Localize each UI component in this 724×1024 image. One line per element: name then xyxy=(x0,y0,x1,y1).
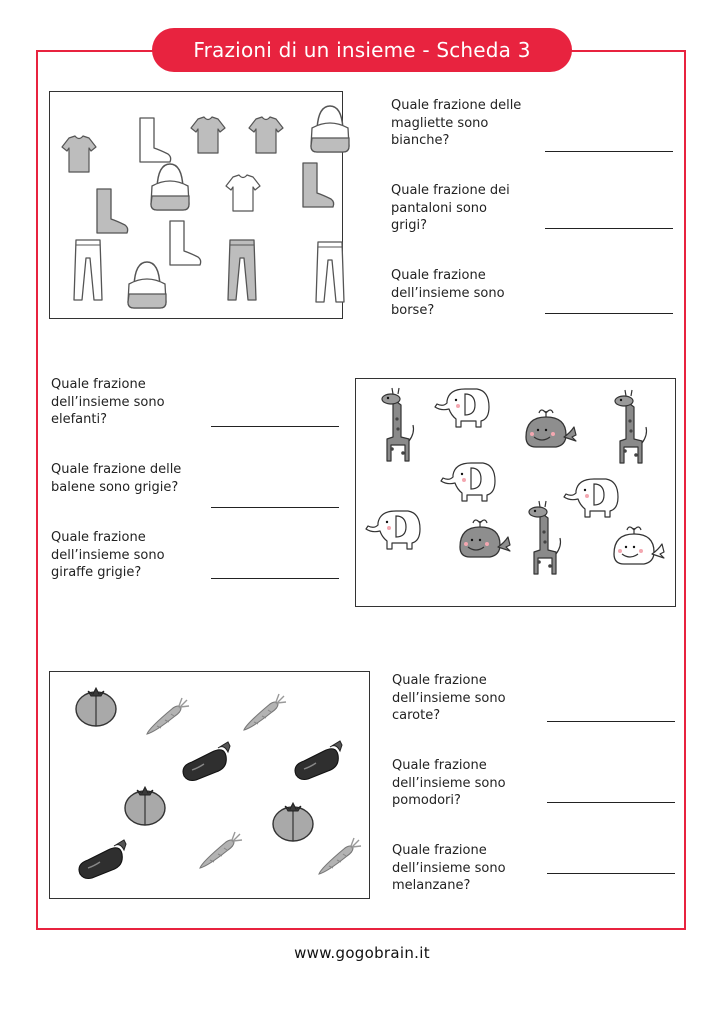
tshirt-white-icon xyxy=(226,175,260,211)
tomato-icon xyxy=(273,803,313,841)
answer-line-handbags[interactable] xyxy=(545,313,673,314)
animals-illustration xyxy=(356,379,677,608)
question-grey-whales: Quale frazione delle balene sono grigie? xyxy=(51,462,182,495)
elephant-icon xyxy=(441,463,495,501)
clothes-picture-box xyxy=(49,91,343,319)
eggplant-icon xyxy=(79,840,126,879)
tshirt-grey-icon xyxy=(191,117,225,153)
question-grey-giraffes: Quale frazione dell’insieme sono giraffe grigie? xyxy=(51,530,165,580)
handbag-icon xyxy=(311,106,349,152)
giraffe-icon xyxy=(615,390,647,463)
boot-white-icon xyxy=(140,118,171,162)
clothes-illustration xyxy=(50,92,344,320)
question-eggplants: Quale frazione dell’insieme sono melanzane? xyxy=(392,843,506,893)
handbag-icon xyxy=(128,262,166,308)
answer-line-tomatoes[interactable] xyxy=(547,802,675,803)
giraffe-icon xyxy=(529,501,561,574)
question-tomatoes: Quale frazione dell’insieme sono pomodori? xyxy=(392,758,506,808)
question-handbags: Quale frazione dell’insieme sono borse? xyxy=(391,268,505,318)
tshirt-grey-icon xyxy=(249,117,283,153)
whale-white-icon xyxy=(614,527,664,564)
answer-line-grey-pants[interactable] xyxy=(545,228,673,229)
giraffe-icon xyxy=(382,388,414,461)
animals-picture-box xyxy=(355,378,676,607)
answer-line-grey-whales[interactable] xyxy=(211,507,339,508)
answer-line-eggplants[interactable] xyxy=(547,873,675,874)
pants-grey-icon xyxy=(228,240,256,300)
elephant-icon xyxy=(564,479,618,517)
question-white-tshirts: Quale frazione delle magliette sono bianche? xyxy=(391,98,522,148)
question-grey-pants: Quale frazione dei pantaloni sono grigi? xyxy=(391,183,510,233)
footer-website[interactable]: www.gogobrain.it xyxy=(294,944,430,962)
carrot-icon xyxy=(200,832,242,868)
answer-line-carrots[interactable] xyxy=(547,721,675,722)
page-title: Frazioni di un insieme - Scheda 3 xyxy=(152,28,572,72)
carrot-icon xyxy=(147,698,189,734)
pants-white-icon xyxy=(74,240,102,300)
whale-grey-icon xyxy=(460,520,510,557)
answer-line-white-tshirts[interactable] xyxy=(545,151,673,152)
vegetables-picture-box xyxy=(49,671,370,899)
answer-line-grey-giraffes[interactable] xyxy=(211,578,339,579)
question-elephants: Quale frazione dell’insieme sono elefanti? xyxy=(51,377,165,427)
whale-grey-icon xyxy=(526,410,576,447)
tshirt-grey-icon xyxy=(62,136,96,172)
boot-grey-icon xyxy=(303,163,334,207)
elephant-icon xyxy=(366,511,420,549)
question-carrots: Quale frazione dell’insieme sono carote? xyxy=(392,673,506,723)
carrot-icon xyxy=(244,694,286,730)
eggplant-icon xyxy=(295,741,342,780)
carrot-icon xyxy=(319,838,361,874)
handbag-icon xyxy=(151,164,189,210)
tomato-icon xyxy=(125,787,165,825)
vegetables-illustration xyxy=(50,672,371,900)
elephant-icon xyxy=(435,389,489,427)
boot-grey-icon xyxy=(97,189,128,233)
pants-white-icon xyxy=(316,242,344,302)
boot-white-icon xyxy=(170,221,201,265)
answer-line-elephants[interactable] xyxy=(211,426,339,427)
tomato-icon xyxy=(76,688,116,726)
eggplant-icon xyxy=(183,742,230,781)
